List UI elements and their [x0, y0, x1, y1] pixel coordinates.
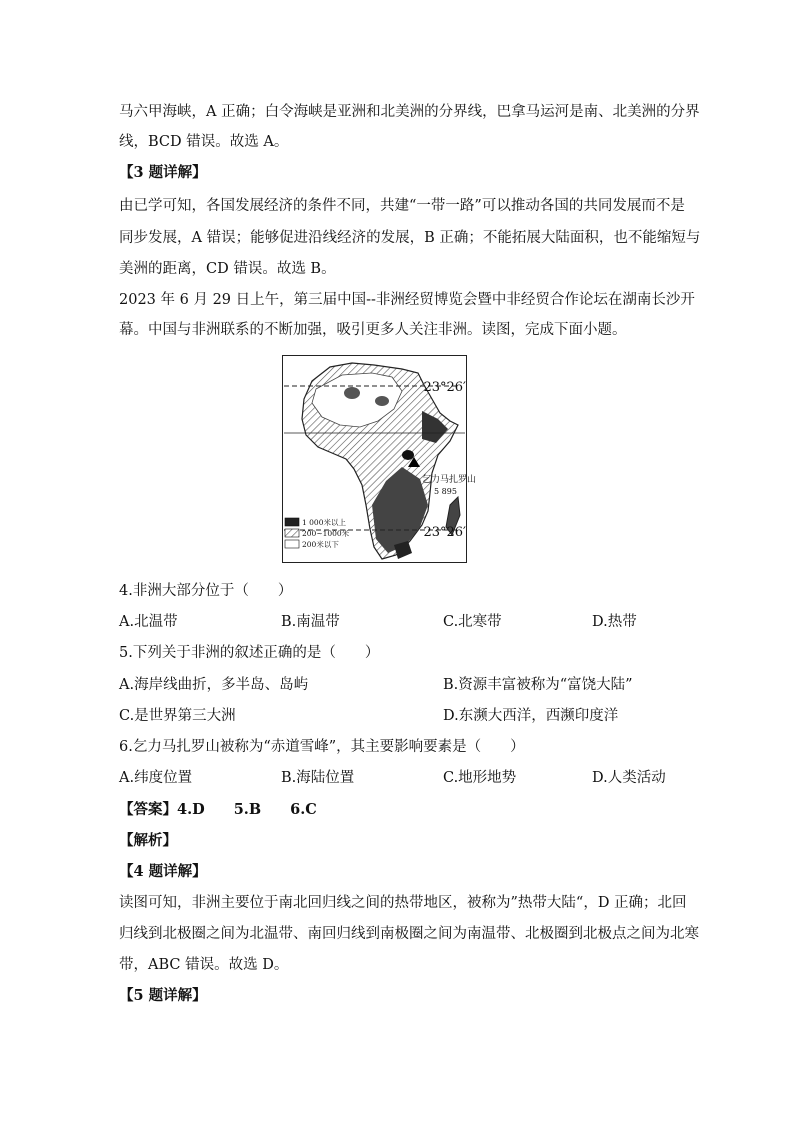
- legend-label: 1 000米以上: [302, 518, 346, 527]
- question-6: 6.乞力马扎罗山被称为“赤道雪峰”，其主要影响要素是（ ）: [119, 739, 525, 755]
- section-heading: 【3 题详解】: [119, 164, 207, 181]
- question-4: 4.非洲大部分位于（ ）: [119, 583, 293, 599]
- q5-option-d[interactable]: D.东濒大西洋，西濒印度洋: [443, 708, 619, 724]
- q4-option-a[interactable]: A.北温带: [119, 614, 178, 630]
- text-line: 读图可知，非洲主要位于南北回归线之间的热带地区，被称为”热带大陆“，D 正确；北回: [119, 895, 687, 911]
- question-5: 5.下列关于非洲的叙述正确的是（ ）: [119, 645, 380, 661]
- q6-option-a[interactable]: A.纬度位置: [119, 770, 193, 786]
- text-line: 美洲的距离，CD 错误。故选 B。: [119, 261, 336, 277]
- text-line: 由已学可知，各国发展经济的条件不同，共建“一带一路”可以推动各国的共同发展而不是: [119, 198, 685, 214]
- answer-line: 【答案】4.D 5.B 6.C: [119, 801, 317, 818]
- q4-option-b[interactable]: B.南温带: [281, 614, 340, 630]
- q6-option-c[interactable]: C.地形地势: [443, 770, 517, 786]
- section-heading: 【5 题详解】: [119, 987, 207, 1004]
- q6-option-b[interactable]: B.海陆位置: [281, 770, 355, 786]
- q5-option-b[interactable]: B.资源丰富被称为“富饶大陆”: [443, 677, 633, 693]
- text-line: 线，BCD 错误。故选 A。: [119, 134, 289, 150]
- tropic-north-label: 23°26′: [423, 380, 466, 395]
- q5-option-a[interactable]: A.海岸线曲折，多半岛、岛屿: [119, 677, 309, 693]
- mountain-name: 乞力马扎罗山: [422, 475, 477, 485]
- q4-option-d[interactable]: D.热带: [592, 614, 637, 630]
- q6-option-d[interactable]: D.人类活动: [592, 770, 666, 786]
- section-heading: 【4 题详解】: [119, 863, 207, 880]
- text-line: 马六甲海峡，A 正确；白令海峡是亚洲和北美洲的分界线，巴拿马运河是南、北美洲的分界: [119, 104, 700, 120]
- text-line: 同步发展，A 错误；能够促进沿线经济的发展，B 正确；不能拓展大陆面积，也不能缩短与: [119, 230, 701, 246]
- text-line: 幕。中国与非洲联系的不断加强，吸引更多人关注非洲。读图，完成下面小题。: [119, 322, 627, 338]
- legend-label: 200米以下: [302, 540, 339, 549]
- text-line: 归线到北极圈之间为北温带、南回归线到南极圈之间为南温带、北极圈到北极点之间为北寒: [119, 926, 699, 942]
- analysis-heading: 【解析】: [119, 832, 177, 849]
- legend-label: 200~1000米: [302, 529, 350, 538]
- q5-option-c[interactable]: C.是世界第三大洲: [119, 708, 236, 724]
- mountain-elevation: 5 895: [434, 487, 457, 496]
- q4-option-c[interactable]: C.北寒带: [443, 614, 502, 630]
- tropic-south-label: 23°26′: [423, 525, 466, 540]
- text-line: 2023 年 6 月 29 日上午，第三届中国--非洲经贸博览会暨中非经贸合作论坛在湖南长沙开: [119, 292, 695, 308]
- text-line: 带，ABC 错误。故选 D。: [119, 957, 289, 973]
- africa-map: [282, 355, 477, 563]
